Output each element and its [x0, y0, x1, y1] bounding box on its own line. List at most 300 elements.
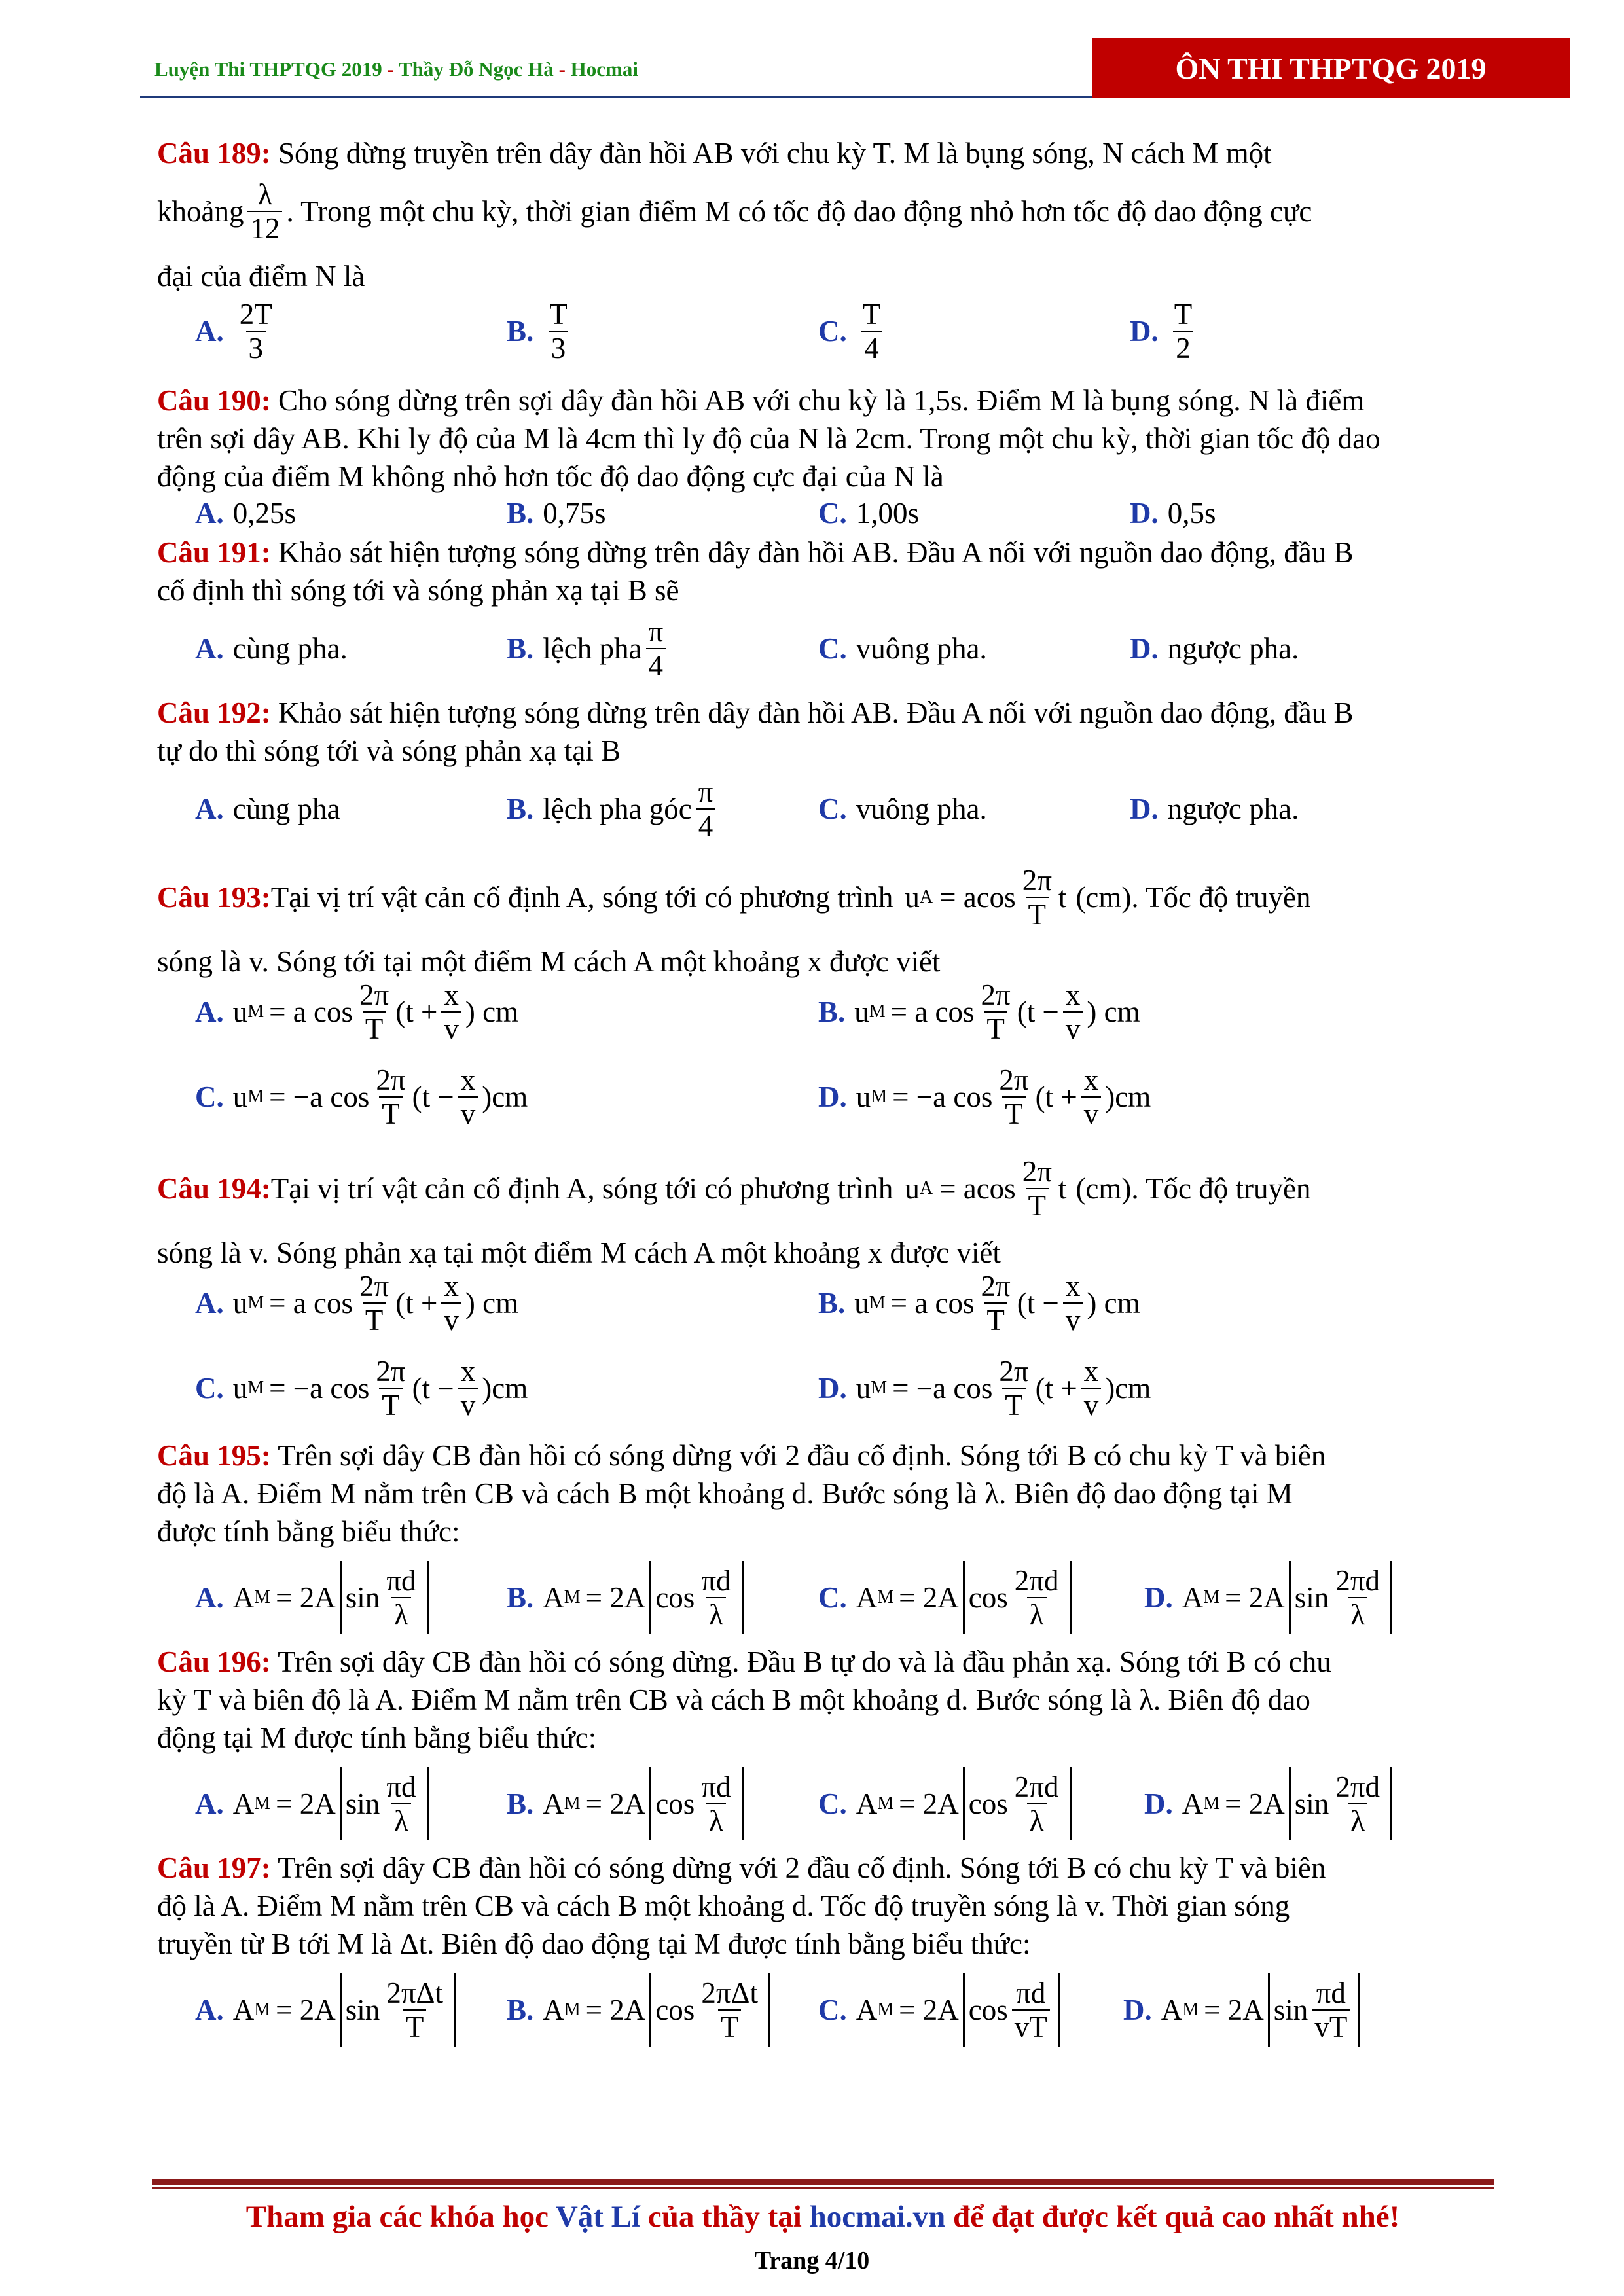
operator: (t −	[1017, 996, 1059, 1028]
option-label: C.	[818, 315, 847, 348]
operator: = a cos	[890, 1287, 975, 1319]
function: sin	[1273, 1994, 1308, 2026]
var: u	[854, 996, 869, 1028]
fraction	[1012, 1564, 1062, 1631]
option-text: 0,25s	[232, 497, 297, 529]
function: sin	[1294, 1787, 1329, 1820]
option-a[interactable]	[195, 1561, 429, 1634]
subscript: M	[564, 2000, 581, 2020]
denominator: v	[1063, 1011, 1083, 1045]
option-label: B.	[507, 497, 534, 529]
subscript: M	[869, 1293, 886, 1313]
numerator: π	[698, 776, 713, 808]
option-b[interactable]	[507, 776, 719, 842]
absolute-value	[340, 1561, 429, 1634]
subscript: M	[254, 2000, 271, 2020]
option-text: ngược pha.	[1167, 793, 1299, 825]
header-sep: -	[382, 58, 399, 81]
denominator: T	[363, 1011, 386, 1045]
fraction	[357, 1270, 391, 1336]
subscript: M	[247, 1001, 264, 1022]
numerator: 2π	[999, 1064, 1029, 1096]
question-193-line2: sóng là v. Sóng tới tại một điểm M cách A một khoảng x được viết	[157, 945, 941, 978]
option-label: B.	[507, 632, 534, 665]
option-a[interactable]	[195, 1767, 429, 1840]
fraction	[458, 1355, 478, 1422]
operator: = −a cos	[892, 1372, 993, 1405]
numerator: T	[549, 298, 568, 331]
question-number: Câu 194:	[157, 1172, 271, 1205]
absolute-value	[340, 1767, 429, 1840]
subscript: M	[1203, 1587, 1220, 1607]
denominator: λ	[706, 1597, 726, 1631]
operator: = −a cos	[269, 1081, 370, 1113]
option-label: D.	[1130, 793, 1159, 825]
numerator: πd	[1016, 1977, 1046, 2009]
numerator: 2π	[1022, 1155, 1052, 1188]
option-label: C.	[818, 1581, 847, 1614]
denominator: v	[1081, 1388, 1102, 1422]
question-text: (cm). Tốc độ truyền	[1075, 881, 1311, 914]
operator: (t −	[1017, 1287, 1059, 1319]
numerator: πd	[701, 1770, 731, 1803]
question-193	[157, 864, 1311, 931]
question-text: tự do thì sóng tới và sóng phản xạ tại B	[157, 734, 621, 767]
numerator: x	[444, 1270, 459, 1302]
numerator: x	[444, 978, 459, 1011]
function: sin	[345, 1994, 380, 2026]
option-label: D.	[818, 1081, 847, 1113]
option-c[interactable]	[818, 1973, 1060, 2047]
numerator: 2π	[999, 1355, 1029, 1388]
option-label: D.	[1144, 1787, 1173, 1820]
numerator: x	[460, 1355, 476, 1388]
numerator: πd	[386, 1564, 416, 1597]
fraction	[1172, 298, 1195, 365]
option-c[interactable]	[818, 298, 887, 365]
option-label: C.	[195, 1081, 224, 1113]
numerator: T	[862, 298, 881, 331]
subscript: M	[247, 1293, 264, 1313]
question-text: độ là A. Điểm M nằm trên CB và cách B một khoảng d. Tốc độ truyền sóng là v. Thời gian sóng	[157, 1890, 1290, 1922]
option-a[interactable]	[195, 496, 296, 530]
option-a[interactable]	[195, 632, 348, 666]
option-label: A.	[195, 632, 224, 665]
option-d[interactable]	[1130, 298, 1199, 365]
var: A	[1161, 1994, 1183, 2026]
footer-text: của thầy tại	[640, 2200, 810, 2234]
option-label: A.	[195, 1994, 224, 2026]
subscript: M	[1182, 2000, 1199, 2020]
fraction	[384, 1977, 446, 2043]
operator: (t +	[395, 1287, 438, 1319]
var: A	[543, 1581, 564, 1614]
question-190	[157, 382, 1380, 495]
option-label: D.	[1144, 1581, 1173, 1614]
denominator: 3	[549, 331, 569, 365]
denominator: vT	[1312, 2009, 1350, 2043]
fraction	[698, 1564, 733, 1631]
operator: (t −	[412, 1372, 454, 1405]
var: u	[905, 1172, 920, 1205]
question-text: Tại vị trí vật cản cố định A, sóng tới có phương trình	[270, 1172, 893, 1205]
option-b[interactable]	[507, 615, 670, 682]
operator: = a cos	[890, 996, 975, 1028]
option-d[interactable]	[1130, 632, 1299, 666]
header-banner: ÔN THI THPTQG 2019	[1092, 38, 1570, 98]
var: A	[232, 1787, 255, 1820]
option-label: B.	[818, 1287, 846, 1319]
question-text: khoảng	[157, 195, 244, 228]
function: cos	[655, 1994, 695, 2026]
denominator: T	[379, 1388, 403, 1422]
denominator: T	[379, 1096, 403, 1130]
option-d[interactable]	[1130, 792, 1299, 826]
absolute-value	[963, 1973, 1060, 2047]
subscript: M	[869, 1001, 886, 1022]
operator: = −a cos	[892, 1081, 993, 1113]
option-c[interactable]	[818, 1561, 1072, 1634]
option-c[interactable]	[195, 1355, 528, 1422]
numerator: x	[1083, 1355, 1099, 1388]
option-c[interactable]	[818, 496, 919, 530]
fraction	[696, 776, 716, 842]
option-label: B.	[507, 1787, 534, 1820]
denominator: v	[441, 1302, 461, 1336]
denominator: T	[363, 1302, 386, 1336]
fraction	[373, 1355, 408, 1422]
question-197	[157, 1849, 1326, 1963]
fraction	[996, 1064, 1031, 1130]
operator: = 2A	[1225, 1787, 1285, 1820]
question-text: . Trong một chu kỳ, thời gian điểm M có tốc độ dao động nhỏ hơn tốc độ dao động cực	[286, 195, 1312, 228]
numerator: 2π	[359, 1270, 389, 1302]
denominator: T	[403, 2009, 427, 2043]
unit: ) cm	[465, 996, 519, 1028]
option-a[interactable]	[195, 792, 340, 826]
footer-link[interactable]: hocmai.vn	[809, 2200, 946, 2234]
operator: = 2A	[585, 1787, 646, 1820]
fraction	[458, 1064, 478, 1130]
option-c[interactable]	[818, 1767, 1072, 1840]
option-c[interactable]	[818, 632, 987, 666]
numerator: πd	[1316, 1977, 1346, 2009]
subscript: M	[877, 2000, 894, 2020]
numerator: x	[1065, 1270, 1081, 1302]
operator: = 2A	[899, 1787, 959, 1820]
subscript: M	[877, 1587, 894, 1607]
option-label: A.	[195, 996, 224, 1028]
subscript: M	[254, 1587, 271, 1607]
footer-promo	[152, 2199, 1494, 2234]
question-195	[157, 1437, 1326, 1551]
option-c[interactable]	[818, 792, 987, 826]
footer-text: để đạt được kết quả cao nhất nhé!	[945, 2200, 1400, 2234]
fraction	[1333, 1770, 1382, 1837]
absolute-value	[963, 1767, 1072, 1840]
fraction	[547, 298, 570, 365]
numerator: 2π	[981, 1270, 1011, 1302]
subscript: M	[871, 1378, 888, 1398]
question-189-line3: đại của điểm N là	[157, 260, 365, 293]
option-b[interactable]	[507, 1767, 744, 1840]
absolute-value	[340, 1973, 456, 2047]
absolute-value	[963, 1561, 1072, 1634]
header-site: Hocmai	[570, 58, 638, 81]
absolute-value	[1289, 1767, 1392, 1840]
question-192	[157, 694, 1354, 770]
function: sin	[1294, 1581, 1329, 1614]
subscript: A	[919, 887, 933, 907]
denominator: vT	[1012, 2009, 1050, 2043]
question-194-line2: sóng là v. Sóng phản xạ tại một điểm M cách A một khoảng x được viết	[157, 1236, 1001, 1269]
option-label: B.	[507, 1581, 534, 1614]
operator: = 2A	[276, 1787, 336, 1820]
option-b[interactable]	[507, 298, 574, 365]
subscript: M	[254, 1793, 271, 1814]
option-b[interactable]	[818, 1270, 1140, 1336]
option-text: 0,5s	[1167, 497, 1216, 529]
option-a[interactable]	[195, 978, 518, 1045]
question-text: Trên sợi dây CB đàn hồi có sóng dừng. Đầu B tự do và là đầu phản xạ. Sóng tới B có chu	[270, 1645, 1331, 1678]
var: A	[543, 1994, 564, 2026]
option-label: B.	[507, 793, 534, 825]
option-text: vuông pha.	[856, 793, 987, 825]
denominator: 4	[696, 808, 716, 842]
denominator: T	[1002, 1388, 1026, 1422]
operator: (t +	[395, 996, 438, 1028]
absolute-value	[649, 1973, 770, 2047]
fraction	[1012, 1977, 1050, 2043]
option-b[interactable]	[507, 1561, 744, 1634]
unit: ) cm	[465, 1287, 519, 1319]
subscript: M	[564, 1587, 581, 1607]
fraction	[1020, 864, 1055, 931]
numerator: 2πd	[1335, 1564, 1380, 1597]
option-text: 0,75s	[543, 497, 606, 529]
operator: = a cos	[269, 996, 353, 1028]
absolute-value	[1289, 1561, 1392, 1634]
absolute-value	[1268, 1973, 1360, 2047]
denominator: T	[1026, 1188, 1049, 1222]
var: A	[856, 1994, 878, 2026]
operator: = 2A	[585, 1994, 646, 2026]
numerator: 2π	[981, 978, 1011, 1011]
option-d[interactable]	[818, 1064, 1151, 1130]
fraction	[237, 298, 275, 365]
denominator: 2	[1173, 331, 1193, 365]
subscript: M	[247, 1378, 264, 1398]
numerator: π	[648, 615, 664, 648]
question-text: cố định thì sóng tới và sóng phản xạ tại B sẽ	[157, 574, 679, 607]
footer-divider	[152, 2179, 1494, 2185]
fraction	[441, 978, 461, 1045]
operator: = 2A	[585, 1581, 646, 1614]
denominator: v	[458, 1388, 478, 1422]
option-text: vuông pha.	[856, 632, 987, 665]
question-text: Khảo sát hiện tượng sóng dừng trên dây đàn hồi AB. Đầu A nối với nguồn dao động, đầu B	[270, 536, 1354, 569]
numerator: 2π	[1022, 864, 1052, 897]
var: A	[232, 1581, 255, 1614]
numerator: x	[1083, 1064, 1099, 1096]
unit: )cm	[482, 1081, 528, 1113]
operator: = 2A	[1225, 1581, 1285, 1614]
question-text: độ là A. Điểm M nằm trên CB và cách B một khoảng d. Bước sóng là λ. Biên độ dao động tại M	[157, 1477, 1293, 1510]
option-a[interactable]	[195, 298, 279, 365]
option-label: C.	[195, 1372, 224, 1405]
fraction	[860, 298, 884, 365]
subscript: M	[877, 1793, 894, 1814]
question-text: trên sợi dây AB. Khi ly độ của M là 4cm thì ly độ của N là 2cm. Trong một chu kỳ, thời gian tốc độ dao	[157, 422, 1380, 455]
operator: (t −	[412, 1081, 454, 1113]
question-number: Câu 191:	[157, 536, 271, 569]
var: A	[1182, 1787, 1204, 1820]
denominator: v	[1063, 1302, 1083, 1336]
option-b[interactable]	[507, 1973, 770, 2047]
function: cos	[655, 1787, 695, 1820]
option-text: lệch pha	[543, 632, 642, 665]
function: sin	[345, 1787, 380, 1820]
question-number: Câu 192:	[157, 696, 271, 729]
denominator: v	[1081, 1096, 1102, 1130]
operator: = acos	[939, 881, 1016, 914]
question-194	[157, 1155, 1311, 1222]
option-label: A.	[195, 793, 224, 825]
option-label: B.	[818, 996, 846, 1028]
option-d[interactable]	[1144, 1767, 1392, 1840]
question-number: Câu 197:	[157, 1852, 271, 1884]
fraction	[1333, 1564, 1382, 1631]
option-a[interactable]	[195, 1973, 456, 2047]
equation	[905, 1155, 1066, 1222]
subscript: M	[564, 1793, 581, 1814]
option-label: D.	[1123, 1994, 1152, 2026]
option-label: B.	[507, 315, 534, 348]
question-text: động tại M được tính bằng biểu thức:	[157, 1721, 597, 1754]
denominator: λ	[1348, 1597, 1367, 1631]
fraction	[1081, 1064, 1102, 1130]
denominator: 4	[861, 331, 882, 365]
option-d[interactable]	[1130, 496, 1216, 530]
var: u	[232, 996, 248, 1028]
question-196	[157, 1643, 1331, 1757]
option-label: C.	[818, 632, 847, 665]
fraction	[979, 1270, 1013, 1336]
unit: ) cm	[1087, 1287, 1140, 1319]
fraction	[247, 178, 282, 245]
denominator: T	[1026, 897, 1049, 931]
option-text: cùng pha.	[232, 632, 348, 665]
question-number: Câu 190:	[157, 384, 271, 417]
var: u	[232, 1081, 248, 1113]
option-label: A.	[195, 1581, 224, 1614]
subscript: A	[919, 1178, 933, 1198]
fraction	[384, 1564, 418, 1631]
option-label: A.	[195, 315, 224, 348]
question-text: động của điểm M không nhỏ hơn tốc độ dao động cực đại của N là	[157, 460, 944, 493]
option-label: B.	[507, 1994, 534, 2026]
option-label: C.	[818, 497, 847, 529]
question-text: Trên sợi dây CB đàn hồi có sóng dừng với 2 đầu cố định. Sóng tới B có chu kỳ T và biên	[270, 1439, 1326, 1472]
denominator: 12	[247, 211, 282, 245]
fraction	[1020, 1155, 1055, 1222]
option-d[interactable]	[1123, 1973, 1360, 2047]
question-number: Câu 193:	[157, 881, 271, 914]
option-d[interactable]	[1144, 1561, 1392, 1634]
operator: = 2A	[1204, 1994, 1264, 2026]
var: u	[856, 1081, 871, 1113]
footer-text: Tham gia các khóa học	[245, 2200, 556, 2234]
header-teacher: Thầy Đỗ Ngọc Hà	[398, 58, 554, 81]
option-c[interactable]	[195, 1064, 528, 1130]
subscript: M	[247, 1086, 264, 1107]
function: cos	[655, 1581, 695, 1614]
header-sep: -	[553, 58, 571, 81]
absolute-value	[649, 1561, 743, 1634]
question-189-line2	[157, 178, 1312, 245]
option-label: A.	[195, 497, 224, 529]
numerator: λ	[258, 178, 272, 211]
fraction	[645, 615, 666, 682]
denominator: λ	[1027, 1597, 1047, 1631]
option-b[interactable]	[818, 978, 1140, 1045]
var: A	[856, 1581, 878, 1614]
question-text: truyền từ B tới M là Δt. Biên độ dao động tại M được tính bằng biểu thức:	[157, 1928, 1031, 1960]
option-label: A.	[195, 1787, 224, 1820]
option-label: D.	[818, 1372, 847, 1405]
option-label: C.	[818, 1787, 847, 1820]
question-text: Khảo sát hiện tượng sóng dừng trên dây đàn hồi AB. Đầu A nối với nguồn dao động, đầu B	[270, 696, 1354, 729]
fraction	[979, 978, 1013, 1045]
operator: = 2A	[276, 1581, 336, 1614]
footer-subject: Vật Lí	[555, 2200, 641, 2234]
fraction	[384, 1770, 418, 1837]
denominator: λ	[706, 1803, 726, 1837]
option-label: D.	[1130, 315, 1159, 348]
question-text: Trên sợi dây CB đàn hồi có sóng dừng với 2 đầu cố định. Sóng tới B có chu kỳ T và biên	[270, 1852, 1326, 1884]
header-divider	[140, 96, 1092, 98]
footer-divider	[152, 2187, 1494, 2189]
denominator: λ	[391, 1803, 411, 1837]
question-191	[157, 533, 1354, 609]
option-d[interactable]	[818, 1355, 1151, 1422]
var: u	[905, 881, 920, 914]
denominator: v	[458, 1096, 478, 1130]
unit: )cm	[1105, 1081, 1151, 1113]
numerator: πd	[386, 1770, 416, 1803]
var: t	[1058, 881, 1067, 914]
question-text: được tính bằng biểu thức:	[157, 1515, 460, 1548]
var: u	[854, 1287, 869, 1319]
var: A	[232, 1994, 255, 2026]
var: A	[856, 1787, 878, 1820]
option-b[interactable]	[507, 496, 606, 530]
var: u	[232, 1372, 248, 1405]
option-a[interactable]	[195, 1270, 518, 1336]
numerator: 2πd	[1014, 1564, 1059, 1597]
option-text: lệch pha góc	[543, 793, 692, 825]
denominator: 4	[646, 648, 666, 682]
operator: = 2A	[899, 1994, 959, 2026]
operator: = 2A	[276, 1994, 336, 2026]
numerator: 2πd	[1014, 1770, 1059, 1803]
unit: )cm	[482, 1372, 528, 1405]
option-text: cùng pha	[232, 793, 340, 825]
numerator: 2π	[376, 1064, 406, 1096]
subscript: M	[1203, 1793, 1220, 1814]
numerator: πd	[701, 1564, 731, 1597]
numerator: 2π	[376, 1355, 406, 1388]
